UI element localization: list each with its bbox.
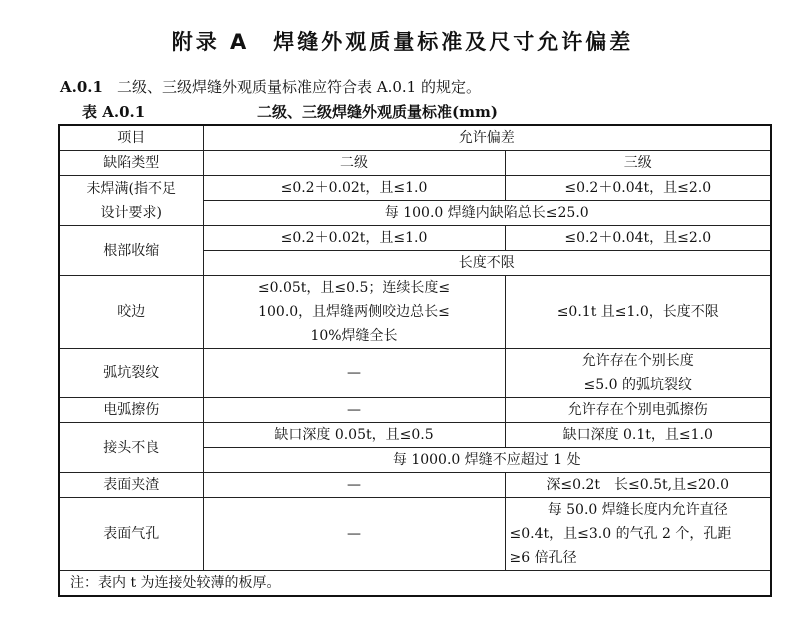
cell-line: ≤0.05t，且≤0.5；连续长度≤ <box>257 280 451 296</box>
table-note: 注：表内 t 为连接处较薄的板厚。 <box>59 571 771 597</box>
cell-grade-3: 缺口深度 0.1t，且≤1.0 <box>505 423 771 448</box>
row-name-surface-slag: 表面夹渣 <box>59 473 203 498</box>
table-row <box>59 349 771 398</box>
row-name-crater-crack: 弧坑裂纹 <box>59 349 203 398</box>
header-item: 项目 <box>59 125 203 151</box>
table-row <box>59 473 771 498</box>
row-name-poor-joint: 接头不良 <box>59 423 203 473</box>
cell-common: 长度不限 <box>203 251 771 276</box>
table-row <box>59 176 771 201</box>
cell-common: 每 1000.0 焊缝不应超过 1 处 <box>203 448 771 473</box>
table-row <box>59 398 771 423</box>
cell-grade-3: 允许存在个别电弧擦伤 <box>505 398 771 423</box>
table-header-row <box>59 125 771 151</box>
table-row <box>59 276 771 349</box>
row-name-root-shrinkage: 根部收缩 <box>59 226 203 276</box>
cell-grade-3: ≤0.2＋0.04t，且≤2.0 <box>505 176 771 201</box>
row-name-line: 设计要求) <box>100 204 162 221</box>
quality-standard-table <box>58 124 772 597</box>
clause-text: 二级、三级焊缝外观质量标准应符合表 A.0.1 的规定。 <box>116 78 481 96</box>
header-allowed-deviation: 允许偏差 <box>203 125 771 151</box>
table-note-row <box>59 571 771 597</box>
cell-grade-2: ≤0.2＋0.02t，且≤1.0 <box>203 176 505 201</box>
table-title <box>257 101 498 122</box>
cell-line: 每 50.0 焊缝长度内允许直径 <box>547 502 728 518</box>
cell-grade-2: — <box>203 473 505 498</box>
cell-grade-2: 缺口深度 0.05t，且≤0.5 <box>203 423 505 448</box>
cell-grade-2 <box>203 276 505 349</box>
row-name-undercut: 咬边 <box>59 276 203 349</box>
table-unit: (mm) <box>452 103 498 121</box>
cell-grade-2: — <box>203 498 505 571</box>
table-name: 表 A.0.1 <box>82 103 146 121</box>
cell-line: 100.0，且焊缝两侧咬边总长≤ <box>258 304 450 320</box>
cell-grade-2: — <box>203 398 505 423</box>
cell-grade-3 <box>505 498 771 571</box>
appendix-title: 附录 A 焊缝外观质量标准及尺寸允许偏差 <box>171 30 634 54</box>
header-defect-type: 缺陷类型 <box>59 151 203 176</box>
header-grade-2: 二级 <box>203 151 505 176</box>
cell-line: 允许存在个别长度 <box>581 353 694 369</box>
row-name-arc-strike: 电弧擦伤 <box>59 398 203 423</box>
clause-paragraph <box>60 76 481 97</box>
table-row <box>59 423 771 448</box>
cell-grade-3: ≤0.2＋0.04t，且≤2.0 <box>505 226 771 251</box>
cell-grade-2: — <box>203 349 505 398</box>
cell-line: ≤0.4t，且≤3.0 的气孔 2 个，孔距 <box>509 526 732 542</box>
cell-grade-3: ≤0.1t 且≤1.0，长度不限 <box>505 276 771 349</box>
row-name-surface-porosity: 表面气孔 <box>59 498 203 571</box>
cell-grade-3 <box>505 349 771 398</box>
table-row <box>59 226 771 251</box>
cell-line: 10%焊缝全长 <box>310 328 398 344</box>
header-grade-3: 三级 <box>505 151 771 176</box>
cell-common: 每 100.0 焊缝内缺陷总长≤25.0 <box>203 201 771 226</box>
clause-number: A.0.1 <box>60 78 103 96</box>
table-row <box>59 498 771 571</box>
row-name-incomplete-fill <box>59 176 203 226</box>
cell-line: ≥6 倍孔径 <box>509 550 577 566</box>
cell-line: ≤5.0 的弧坑裂纹 <box>583 377 692 393</box>
table-header-row <box>59 151 771 176</box>
row-name-line: 未焊满(指不足 <box>86 180 176 197</box>
table-title-text: 二级、三级焊缝外观质量标准 <box>257 103 453 121</box>
cell-grade-2: ≤0.2＋0.02t，且≤1.0 <box>203 226 505 251</box>
cell-grade-3: 深≤0.2t 长≤0.5t,且≤20.0 <box>505 473 771 498</box>
